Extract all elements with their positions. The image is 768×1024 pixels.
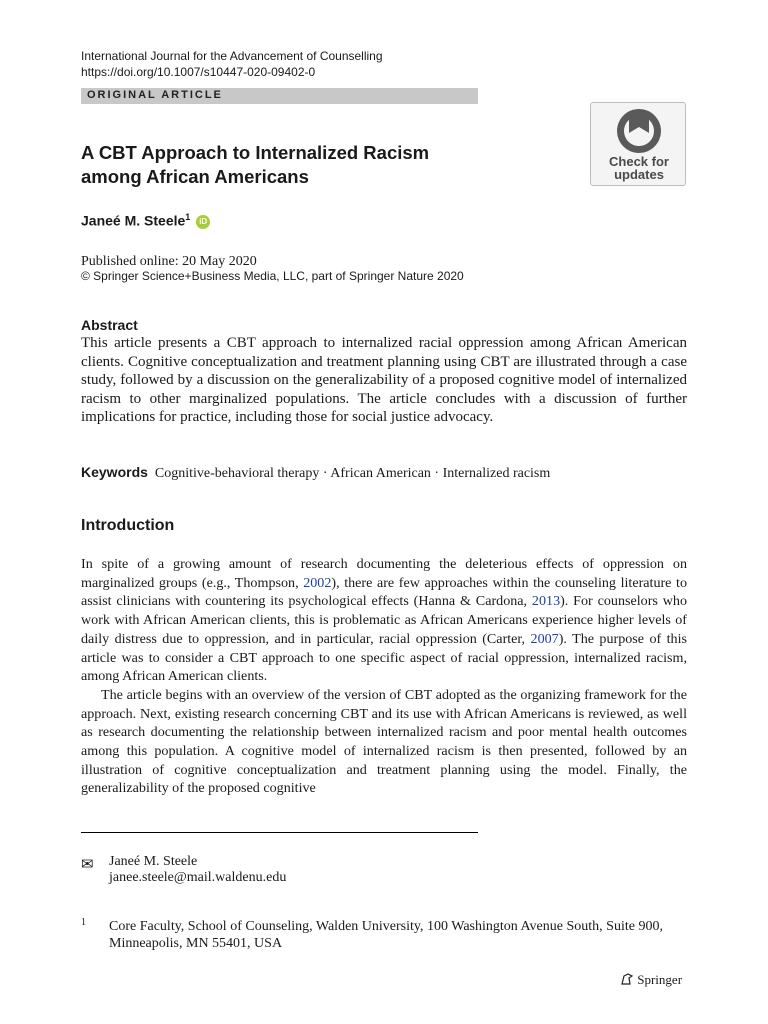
introduction-body (81, 555, 687, 798)
intro-paragraph-2: The article begins with an overview of the version of CBT adopted as the organizing framework for the approach. Next, existing research concerning CBT and its use with African Americans is reviewed, as well as research documenting the relationship between internalized racism and poor mental health outcomes among this population. A cognitive model of internalized racism is then presented, followed by an illustration of cognitive conceptualization and treatment planning using the model. Finally, the generalizability of the proposed cognitive (81, 686, 687, 797)
copyright-notice: © Springer Science+Business Media, LLC, part of Springer Nature 2020 (81, 269, 464, 283)
doi-link[interactable]: https://doi.org/10.1007/s10447-020-09402-0 (81, 65, 316, 79)
publisher-name: Springer (637, 972, 683, 987)
envelope-icon: ✉ (81, 857, 94, 873)
title-line-2: among African Americans (81, 166, 309, 187)
keywords (81, 464, 550, 482)
citation-link-2002[interactable]: 2002 (303, 574, 332, 591)
orcid-icon[interactable]: iD (196, 215, 210, 229)
badge-line-2: updates (614, 167, 664, 182)
badge-line-1: Check for (609, 154, 669, 169)
intro-paragraph-1 (81, 555, 687, 686)
p1-text-a: In spite of a growing amount of research documenting the deleterious effects of oppression on marginalized groups (e.g., Thompson, (81, 556, 687, 591)
article-title (81, 141, 501, 189)
journal-name: International Journal for the Advancement of Counselling (81, 49, 383, 63)
footnote-divider (81, 832, 478, 833)
footnote-mark: 1 (81, 917, 86, 928)
keywords-label: Keywords (81, 464, 148, 480)
keywords-list: Cognitive-behavioral therapy · African American · Internalized racism (154, 466, 551, 481)
crossmark-icon (591, 103, 687, 155)
p1-text-d: ). The purpose of this article was to consider a CBT approach to one specific aspect of racial oppression, internalized racism, among African American clients. (81, 630, 687, 685)
abstract-heading: Abstract (81, 317, 138, 333)
check-for-updates-badge[interactable] (590, 102, 686, 186)
author-affil-mark: 1 (185, 212, 191, 222)
published-date: Published online: 20 May 2020 (81, 254, 257, 269)
author-name: Janeé M. Steele (81, 212, 186, 229)
p1-text-c: ). For counselors who work with African American clients, this is problematic as African Americans experience higher levels of daily distress due to oppression, and in particular, racial oppression (Carter, (81, 593, 687, 647)
p1-text-b: ), there are few approaches within the counseling literature to assist clinicians with countering its psychological effects (Hanna & Cardona, (81, 574, 687, 610)
abstract-text: This article presents a CBT approach to internalized racial oppression among African American clients. Cognitive conceptualization and treatment planning using CBT are illustrated through a case study, followed by a discussion on the generalizability of a proposed cognitive model of internalized racism to other marginalized populations. The article concludes with a discussion of further implications for practice, including those for social justice advocacy. (81, 335, 687, 425)
author-line (81, 212, 210, 229)
citation-link-2007[interactable]: 2007 (530, 630, 559, 647)
article-type-label: ORIGINAL ARTICLE (87, 89, 223, 101)
introduction-heading: Introduction (81, 517, 175, 534)
footnote-affiliation: Core Faculty, School of Counseling, Walden University, 100 Washington Avenue South, Suite 900, Minneapolis, MN 55401, USA (109, 919, 663, 951)
article-type-bar (81, 88, 478, 104)
citation-link-2013[interactable]: 2013 (531, 593, 561, 610)
contact-email[interactable]: janee.steele@mail.waldenu.edu (109, 870, 287, 885)
publisher-logo (620, 972, 682, 988)
springer-horse-icon (620, 972, 634, 986)
contact-name: Janeé M. Steele (109, 854, 198, 869)
title-line-1: A CBT Approach to Internalized Racism (81, 142, 430, 163)
